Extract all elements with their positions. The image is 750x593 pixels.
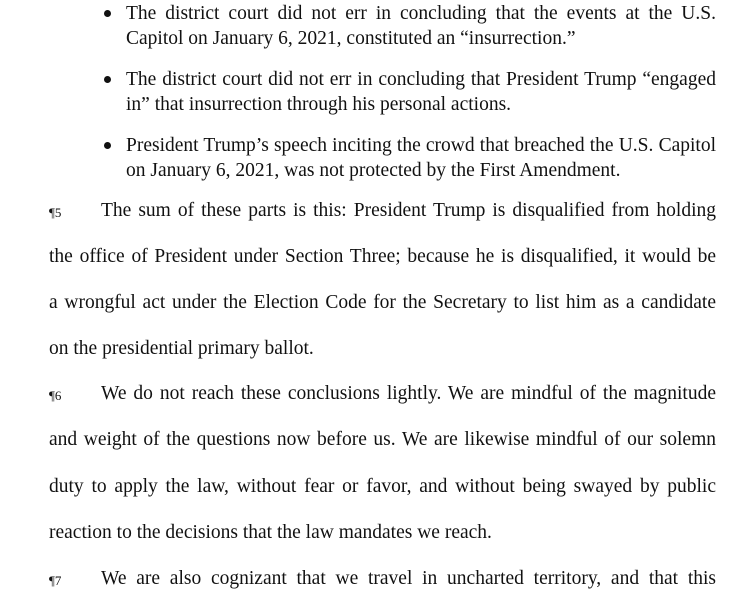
paragraph-line: the office of President under Section Three; because he is disqualified, it would be [49, 246, 716, 267]
paragraph-line: and weight of the questions now before us. We are likewise mindful of our solemn [49, 429, 716, 450]
bullet-item: The district court did not err in concluding that President Trump “engaged in” that insurrection through his personal actions. [126, 69, 716, 115]
paragraph-line: The sum of these parts is this: President Trump is disqualified from holding [101, 200, 716, 221]
paragraph-line: reaction to the decisions that the law mandates we reach. [49, 522, 492, 543]
paragraph-number: ¶5 [49, 205, 62, 220]
paragraph-number: ¶6 [49, 388, 62, 403]
paragraph-line: on the presidential primary ballot. [49, 338, 314, 359]
paragraph-line: a wrongful act under the Election Code for the Secretary to list him as a candidate [49, 292, 716, 313]
paragraph-number: ¶7 [49, 573, 62, 588]
paragraph-line: duty to apply the law, without fear or favor, and without being swayed by public [49, 476, 716, 497]
paragraph-line: We do not reach these conclusions lightly. We are mindful of the magnitude [101, 383, 716, 404]
bullet-item: President Trump’s speech inciting the crowd that breached the U.S. Capitol on January 6, 2021, was not protected by the First Amendment. [126, 135, 716, 181]
bullet-item: The district court did not err in concluding that the events at the U.S. Capitol on January 6, 2021, constituted an “insurrection.” [126, 3, 716, 49]
paragraph-line: We are also cognizant that we travel in uncharted territory, and that this [101, 568, 716, 589]
